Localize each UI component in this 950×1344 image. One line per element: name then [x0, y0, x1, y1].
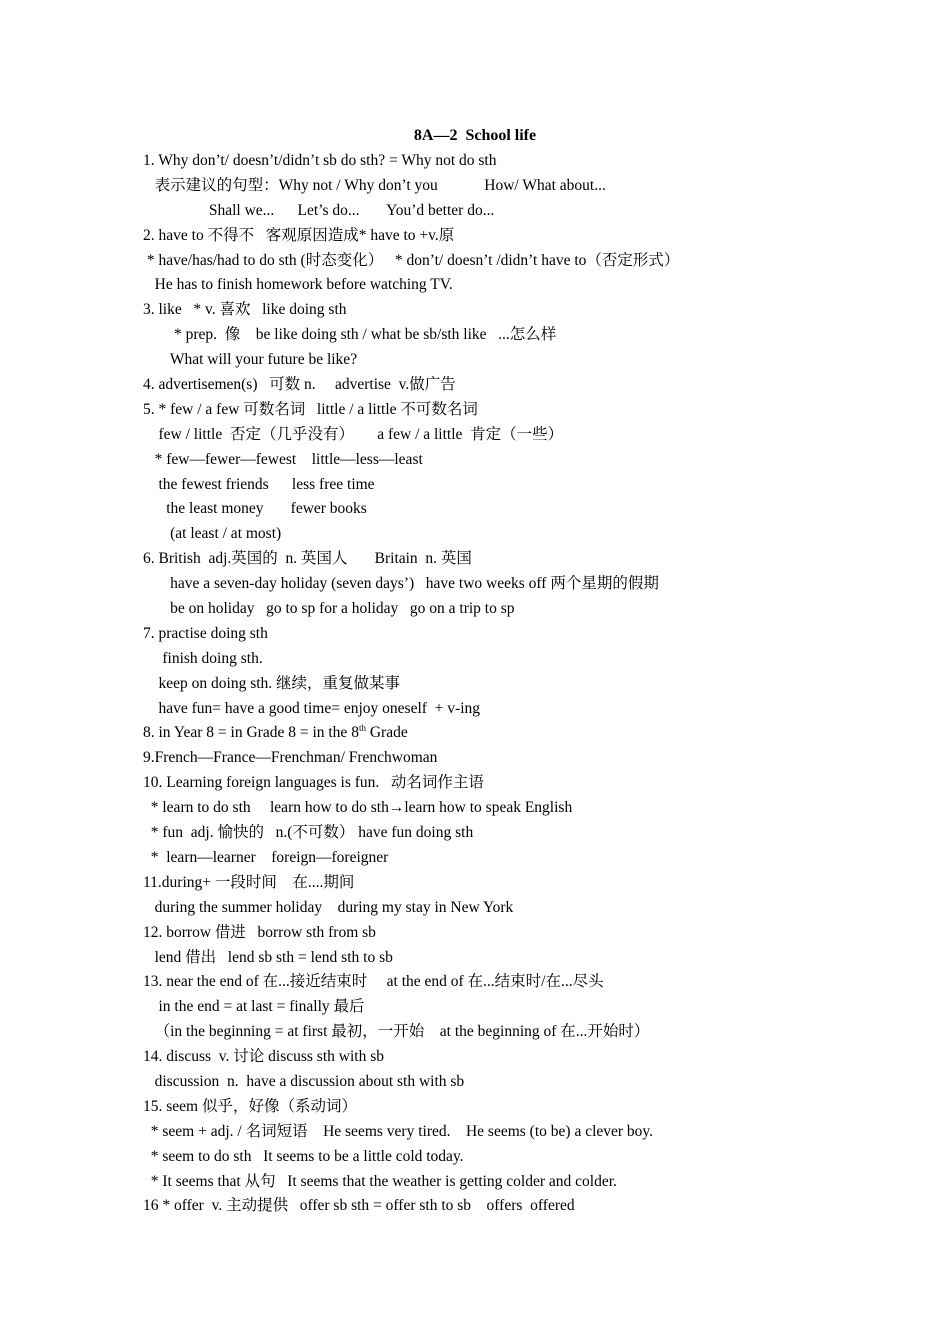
text-line	[143, 574, 903, 599]
text-line-content: * fun adj. 愉快的 n.(不可数） have fun doing sth	[143, 824, 474, 842]
text-line-content: * have/has/had to do sth (时态变化） * don’t/ doesn’t /didn’t have to（否定形式）	[143, 251, 680, 269]
text-line	[143, 823, 903, 848]
text-line-content: 8. in Year 8 = in Grade 8 = in the 8	[143, 724, 359, 742]
text-line	[143, 599, 903, 624]
text-line-content: * prep. 像 be like doing sth / what be sb/sth like ...怎么样	[143, 326, 557, 344]
text-line-content: 6. British adj.英国的 n. 英国人 Britain n. 英国	[143, 550, 472, 568]
text-line	[143, 375, 903, 400]
text-line	[143, 350, 903, 375]
text-line-content: the fewest friends less free time	[143, 475, 375, 493]
text-line	[143, 524, 903, 549]
text-line-content: 5. * few / a few 可数名词 little / a little 不可数名词	[143, 400, 478, 418]
text-line-content: lend 借出 lend sb sth = lend sth to sb	[143, 948, 393, 966]
text-line	[143, 450, 903, 475]
text-line-content: * seem + adj. / 名词短语 He seems very tired. He seems (to be) a clever boy.	[143, 1122, 654, 1140]
text-line	[143, 723, 903, 748]
text-line	[143, 748, 903, 773]
text-line	[143, 873, 903, 898]
text-line	[143, 425, 903, 450]
text-line-content: 10. Learning foreign languages is fun. 动名词作主语	[143, 774, 484, 792]
text-line-content: 3. like * v. 喜欢 like doing sth	[143, 301, 347, 319]
text-line-content: (at least / at most)	[143, 525, 282, 543]
text-line	[143, 848, 903, 873]
text-line-content: 9.French—France—Frenchman/ Frenchwoman	[143, 749, 438, 767]
text-line	[143, 699, 903, 724]
text-line	[143, 1147, 903, 1172]
text-line	[143, 499, 903, 524]
text-line	[143, 151, 903, 176]
text-line	[143, 1097, 903, 1122]
text-line	[143, 923, 903, 948]
text-line	[143, 649, 903, 674]
text-line	[143, 1047, 903, 1072]
text-line-content: 15. seem 似乎，好像（系动词）	[143, 1097, 357, 1115]
text-line	[143, 948, 903, 973]
text-line	[143, 275, 903, 300]
text-line-content: keep on doing sth. 继续，重复做某事	[143, 674, 401, 692]
text-line-content: 表示建议的句型：Why not / Why don’t you How/ What about...	[143, 176, 606, 194]
text-line	[143, 251, 903, 276]
text-line	[143, 624, 903, 649]
text-line	[143, 475, 903, 500]
text-line	[143, 1022, 903, 1047]
text-line	[143, 1196, 903, 1221]
text-line-content: finish doing sth.	[143, 649, 263, 667]
text-line	[143, 325, 903, 350]
text-line-content: have a seven-day holiday (seven days’) have two weeks off 两个星期的假期	[143, 575, 659, 593]
text-line	[143, 997, 903, 1022]
text-line-content: * It seems that 从句 It seems that the weather is getting colder and colder.	[143, 1172, 617, 1190]
text-line-content: 1. Why don’t/ doesn’t/didn’t sb do sth? = Why not do sth	[143, 152, 497, 169]
text-line-content: He has to finish homework before watching TV.	[143, 276, 453, 294]
text-line	[143, 201, 903, 226]
text-line	[143, 798, 903, 823]
text-line	[143, 1072, 903, 1097]
text-line-content: 11.during+ 一段时间 在....期间	[143, 873, 355, 891]
text-line	[143, 1122, 903, 1147]
text-line	[143, 300, 903, 325]
text-line-content: discussion n. have a discussion about sth with sb	[143, 1072, 465, 1090]
text-line-content: （in the beginning = at first 最初，一开始 at the beginning of 在...开始时）	[143, 1023, 650, 1041]
text-line-content: be on holiday go to sp for a holiday go on a trip to sp	[143, 600, 515, 618]
text-line-content: 4. advertisemen(s) 可数 n. advertise v.做广告	[143, 376, 456, 394]
text-line-content: * few—fewer—fewest little—less—least	[143, 450, 423, 468]
text-line	[143, 226, 903, 251]
text-line-content: * learn to do sth learn how to do sth→learn how to speak English	[143, 799, 573, 817]
ordinal-superscript: th	[358, 723, 366, 734]
document-body	[143, 151, 903, 1221]
text-line	[143, 972, 903, 997]
text-line-content: have fun= have a good time= enjoy oneself + v-ing	[143, 699, 480, 717]
text-line	[143, 898, 903, 923]
text-line-content: in the end = at last = finally 最后	[143, 998, 365, 1016]
text-line	[143, 1172, 903, 1197]
text-line-content: * learn—learner foreign—foreigner	[143, 848, 389, 866]
text-line-content: 16 * offer v. 主动提供 offer sb sth = offer sth to sb offers offered	[143, 1197, 575, 1215]
text-line-content: 2. have to 不得不 客观原因造成* have to +v.原	[143, 226, 455, 244]
text-line-content: during the summer holiday during my stay in New York	[143, 898, 514, 916]
text-line	[143, 400, 903, 425]
text-line-content: What will your future be like?	[143, 351, 358, 369]
text-line-content: Shall we... Let’s do... You’d better do...	[143, 201, 495, 219]
text-line-content: 7. practise doing sth	[143, 624, 268, 642]
text-line-tail: Grade	[365, 724, 408, 742]
text-line	[143, 674, 903, 699]
text-line-content: 13. near the end of 在...接近结束时 at the end of 在...结束时/在...尽头	[143, 973, 604, 991]
text-line	[143, 549, 903, 574]
text-line-content: 14. discuss v. 讨论 discuss sth with sb	[143, 1048, 384, 1066]
text-line-content: the least money fewer books	[143, 500, 367, 518]
text-line-content: * seem to do sth It seems to be a little cold today.	[143, 1147, 464, 1165]
text-line-content: 12. borrow 借进 borrow sth from sb	[143, 923, 376, 941]
text-line	[143, 773, 903, 798]
text-line-content: few / little 否定（几乎没有） a few / a little 肯定（一些）	[143, 425, 564, 443]
document-title: 8A—2 School life	[413, 127, 537, 144]
text-line	[143, 176, 903, 201]
